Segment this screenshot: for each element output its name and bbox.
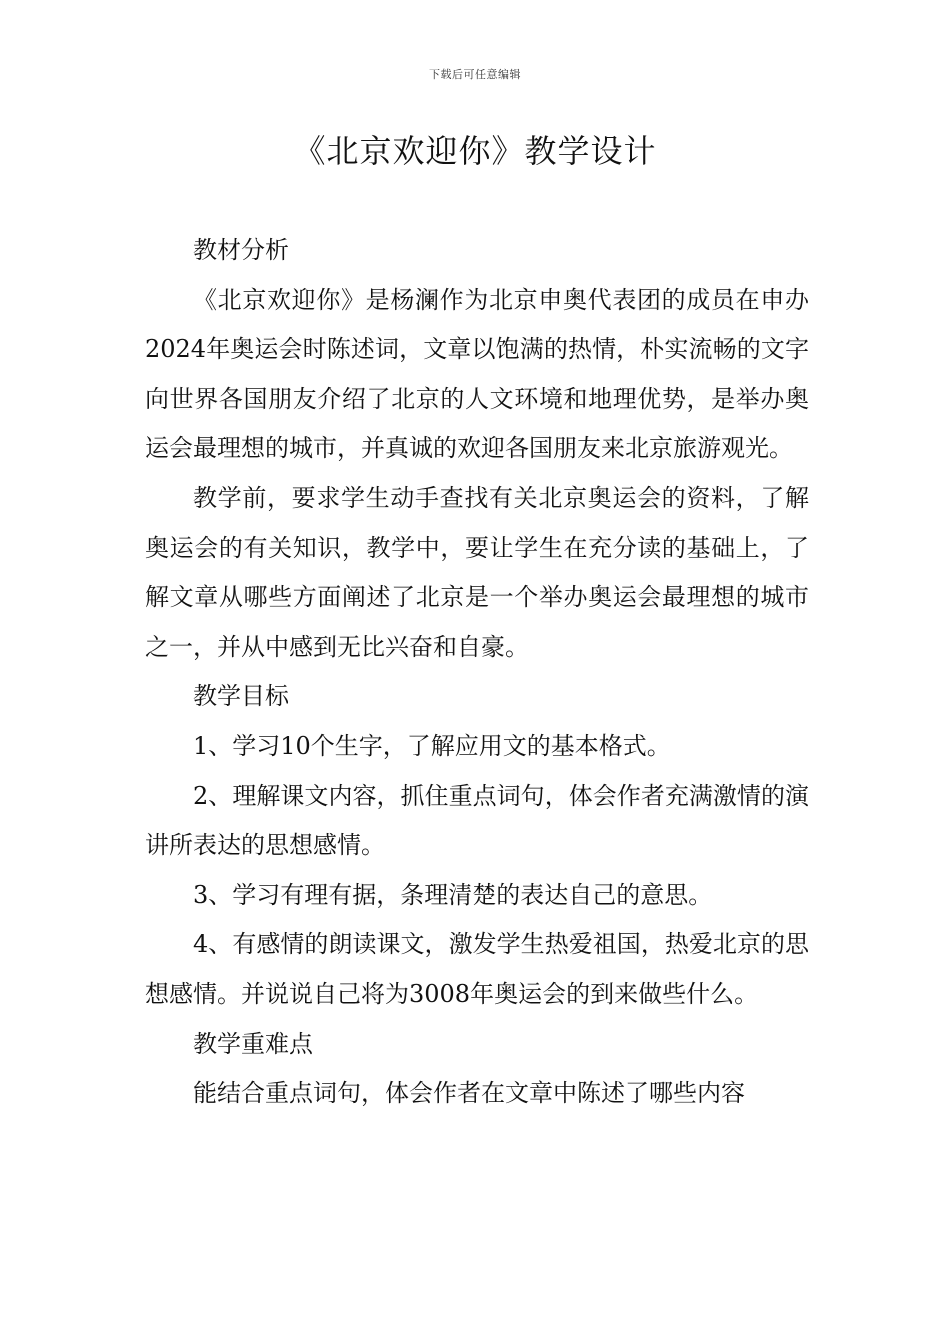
- paragraph-intro: 《北京欢迎你》是杨澜作为北京申奥代表团的成员在申办2024年奥运会时陈述词，文章以饱满的热情，朴实流畅的文字向世界各国朋友介绍了北京的人文环境和地理优势，是举办奥运会最理想的城市，并真诚的欢迎各国朋友来北京旅游观光。: [145, 285, 809, 463]
- document-body: [145, 226, 809, 1119]
- objective-item-4: 4、有感情的朗读课文，激发学生热爱祖国，热爱北京的思想感情。并说说自己将为3008年奥运会的到来做些什么。: [145, 930, 809, 1008]
- section-heading-objectives: 教学目标: [193, 682, 289, 711]
- objective-item-2: 2、理解课文内容，抓住重点词句，体会作者充满激情的演讲所表达的思想感情。: [145, 781, 809, 860]
- paragraph-pre-teaching: 教学前，要求学生动手查找有关北京奥运会的资料，了解奥运会的有关知识，教学中，要让学生在充分读的基础上，了解文章从哪些方面阐述了北京是一个举办奥运会最理想的城市之一，并从中感到无比兴奋和自豪。: [145, 483, 809, 661]
- objective-item-3: 3、学习有理有据，条理清楚的表达自己的意思。: [193, 880, 713, 909]
- header-note: 下载后可任意编辑: [429, 68, 521, 81]
- objective-item-1: 1、学习10个生字，了解应用文的基本格式。: [193, 731, 671, 760]
- section-heading-key-points: 教学重难点: [193, 1029, 313, 1058]
- section-heading-materials-analysis: 教材分析: [193, 236, 289, 264]
- paragraph-key-points: 能结合重点词句，体会作者在文章中陈述了哪些内容: [193, 1079, 745, 1108]
- document-title: 《北京欢迎你》教学设计: [293, 132, 657, 170]
